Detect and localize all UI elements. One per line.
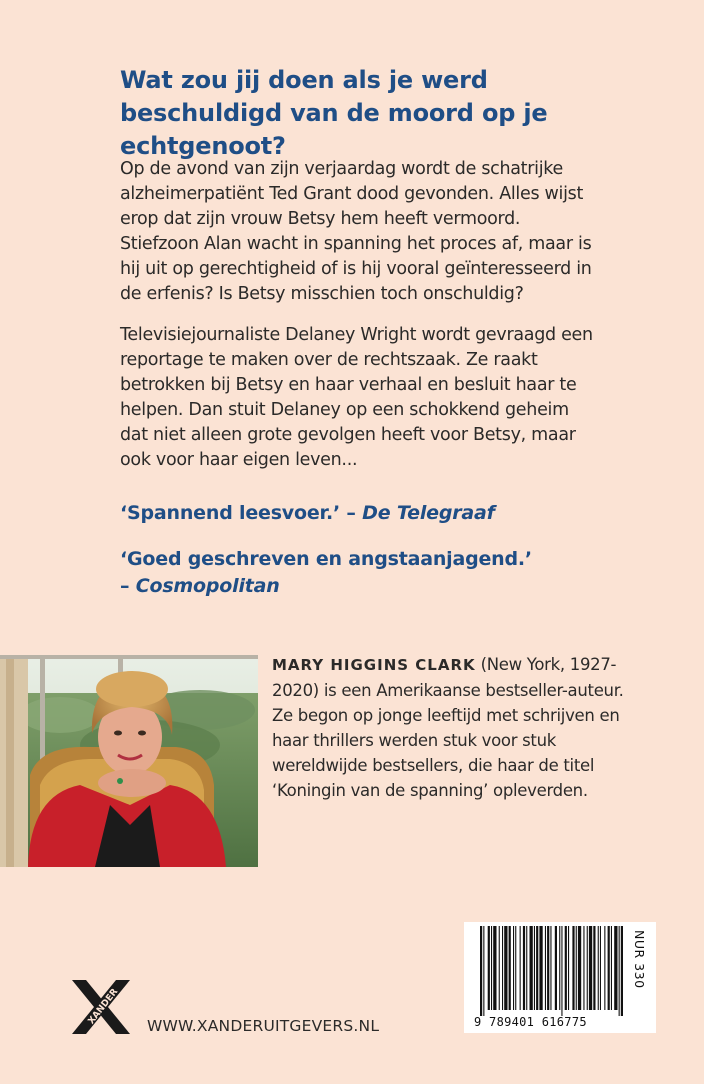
nur-code: NUR 330 [632,930,647,989]
quote-2-dash: – [120,575,136,597]
barcode-bar [520,926,521,1010]
barcode-bar [611,926,612,1010]
barcode-bar [491,926,492,1010]
barcode-bar [587,926,588,1010]
review-quote-1 [120,500,620,527]
isbn-number: 9 789401 616775 [474,1015,587,1029]
barcode-bar [499,926,500,1010]
publisher-website[interactable]: WWW.XANDERUITGEVERS.NL [147,1017,380,1035]
barcode-bar [598,926,599,1010]
barcode-bar [513,926,514,1010]
barcode-bar [621,926,623,1016]
barcode-bar [526,926,527,1010]
barcode-bar [536,926,538,1010]
quote-1-source: De Telegraaf [362,502,495,524]
barcode-bar [593,926,595,1010]
barcode-bar [583,926,584,1010]
barcode-bar [578,926,581,1010]
author-bio-text: (New York, 1927-2020) is een Amerikaanse bestseller-auteur. Ze begon op jonge leeftijd met schrijven en haar thrillers werden stuk voor stuk wereldwijde bestsellers, die haar de titel ‘Koningin van de spanning’ opleverden. [272,655,624,800]
barcode-bar [515,926,516,1010]
barcode-bar [589,926,592,1010]
barcode-bar [561,926,562,1016]
barcode-bar [619,926,620,1016]
barcode-bar [539,926,542,1010]
barcode-bar [530,926,533,1010]
barcode-bar [509,926,511,1010]
synopsis-paragraph-2: Televisiejournaliste Delaney Wright wordt gevraagd een reportage te maken over de rechtszaak. Ze raakt betrokken bij Betsy en haar verhaal en besluit haar te helpen. Dan stuit Delaney op een schokkend geheim dat niet alleen grote gevolgen heeft voor Betsy, maar ook voor haar eigen leven... [120,325,593,470]
barcode-bar [483,926,484,1016]
barcode-bar [608,926,610,1010]
barcode-bar [523,926,525,1010]
barcode-bar [550,926,551,1010]
barcode-bars [476,926,626,1016]
barcode-bar [534,926,535,1010]
barcode-bar [480,926,482,1016]
headline: Wat zou jij doen als je werd beschuldigd van de moord op je echtgenoot? [120,66,548,160]
barcode-bar [614,926,617,1010]
barcode-bar [545,926,546,1010]
barcode-bar [559,926,560,1010]
barcode-bar [488,926,490,1010]
barcode-bar [502,926,503,1010]
author-photo [0,655,258,867]
barcode-bar [572,926,574,1010]
quote-2-text: ‘Goed geschreven en angstaanjagend.’ [120,548,532,570]
logo-text: XANDER [86,987,121,1027]
author-name: MARY HIGGINS CLARK [272,656,476,674]
quote-2-source: Cosmopolitan [135,575,280,597]
author-bio [272,652,632,803]
barcode-bar [600,926,601,1010]
barcode-bar [604,926,605,1010]
barcode-bar [576,926,577,1010]
barcode-bar [504,926,507,1010]
barcode-bar [555,926,557,1010]
synopsis-paragraph-1: Op de avond van zijn verjaardag wordt de schatrijke alzheimerpatiënt Ted Grant dood gevonden. Alles wijst erop dat zijn vrouw Betsy hem heeft vermoord. Stiefzoon Alan wacht in spanning het proces af, maar is hij uit op gerechtigheid of is hij vooral geïnteresseerd in de erfenis? Is Betsy misschien toch onschuldig? [120,159,592,304]
barcode-bar [568,926,569,1010]
barcode-bar [493,926,496,1010]
review-quote-2 [120,546,620,600]
quote-1-text: ‘Spannend leesvoer.’ – [120,502,363,524]
barcode-bar [565,926,567,1010]
isbn-barcode [464,922,656,1033]
xander-logo [72,978,130,1036]
barcode-bar [547,926,549,1010]
